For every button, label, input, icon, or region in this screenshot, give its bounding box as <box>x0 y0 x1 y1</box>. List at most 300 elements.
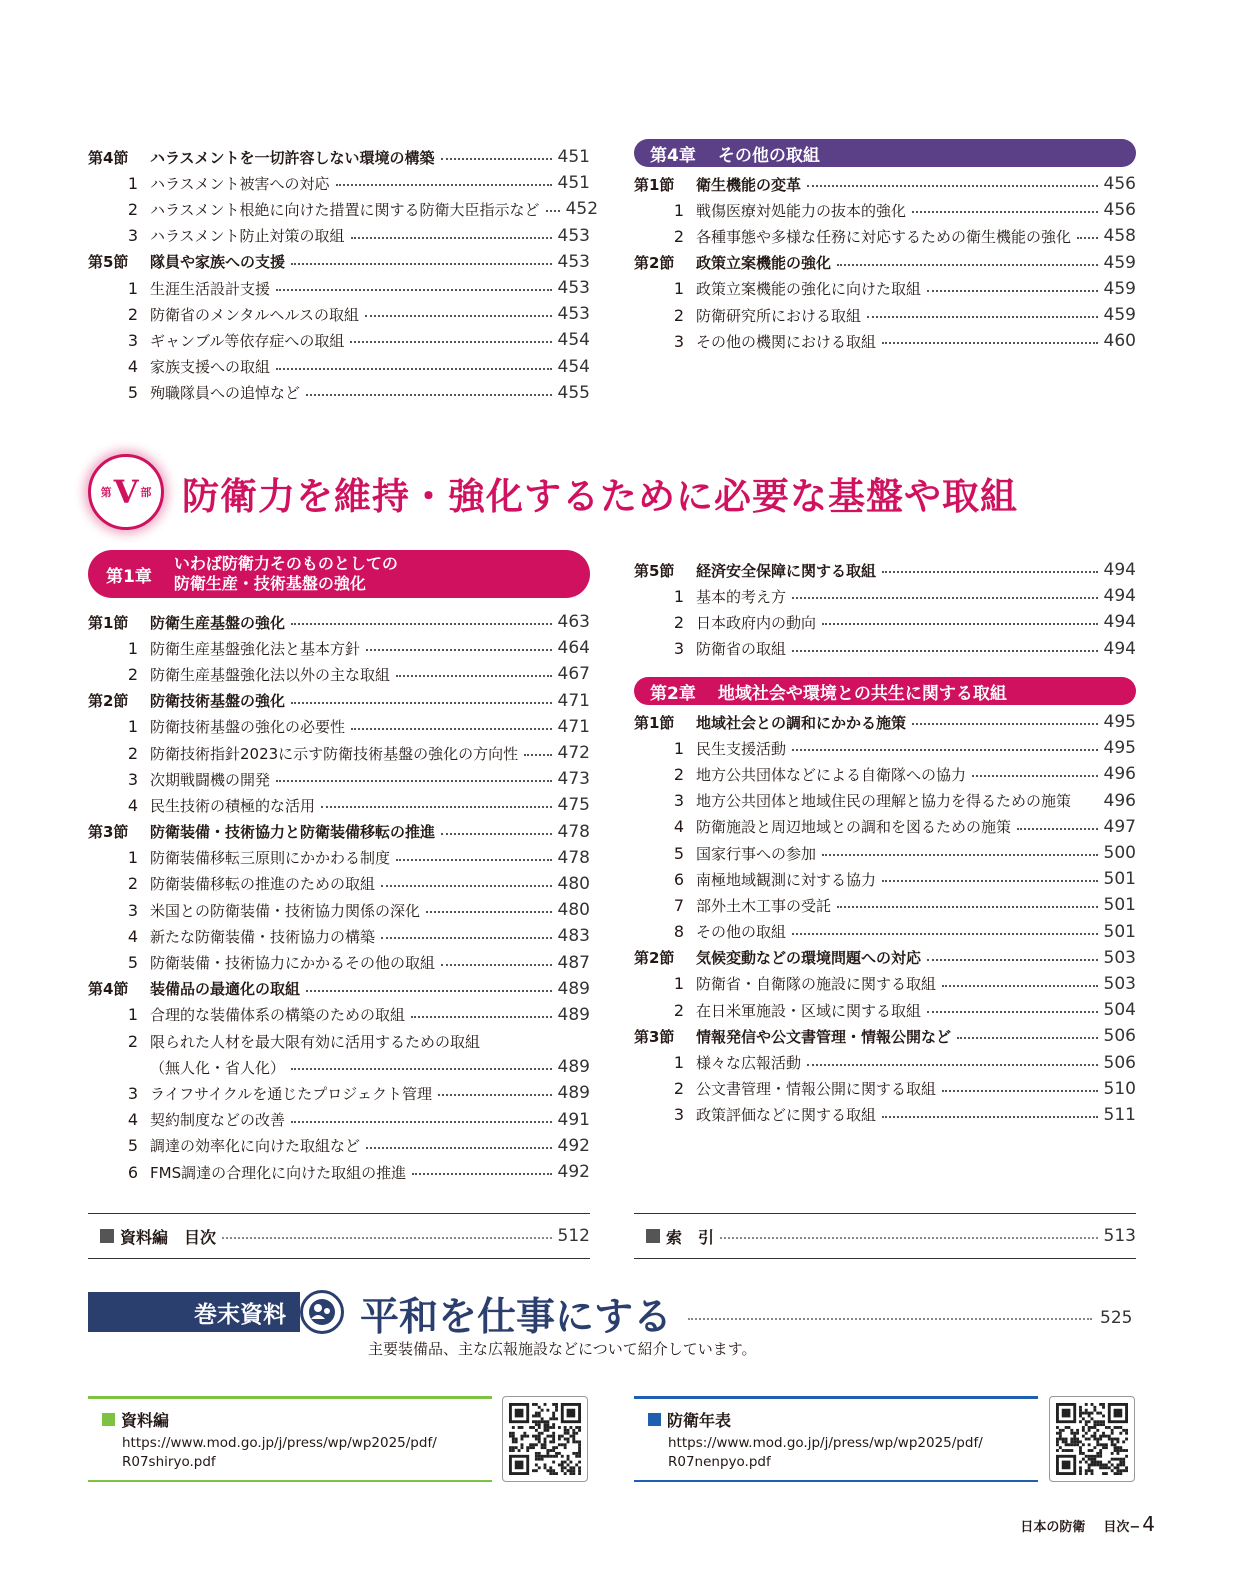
page-number: 451 <box>557 147 590 168</box>
leader-dots <box>927 290 1098 292</box>
toc-item-row[interactable] <box>634 814 1136 840</box>
page-number: 455 <box>557 382 590 403</box>
toc-title: 部外土木工事の受託 <box>696 896 832 915</box>
leader-dots <box>882 571 1098 573</box>
toc-number: 5 <box>127 1136 138 1156</box>
page-number: 513 <box>1103 1226 1136 1246</box>
toc-title: 家族支援への取組 <box>150 358 271 377</box>
leader-dots <box>411 1016 552 1018</box>
toc-number: 3 <box>127 769 138 789</box>
toc-title: 防衛装備移転の推進のための取組 <box>150 875 376 894</box>
toc-item-row[interactable] <box>88 380 590 406</box>
leader-dots <box>351 728 552 730</box>
toc-number: 3 <box>127 226 138 246</box>
toc-item-row[interactable] <box>88 740 590 766</box>
leader-dots <box>396 675 552 677</box>
toc-title: 米国との防衛装備・技術協力関係の深化 <box>150 901 421 920</box>
square-bullet-icon <box>646 1229 660 1243</box>
toc-item-row[interactable] <box>634 892 1136 918</box>
toc-title: 民生技術の積極的な活用 <box>150 796 316 815</box>
toc-number: 2 <box>673 305 684 325</box>
page-number: 480 <box>557 873 590 894</box>
page-number: 500 <box>1103 843 1136 864</box>
toc-number: 4 <box>127 1110 138 1130</box>
leader-dots <box>837 906 1098 908</box>
toc-number: 3 <box>127 900 138 920</box>
page-number: 463 <box>557 612 590 633</box>
toc-item-row[interactable] <box>634 276 1136 302</box>
toc-section-row[interactable] <box>88 249 590 275</box>
leader-dots <box>291 1121 552 1123</box>
toc-title: 情報発信や公文書管理・情報公開など <box>696 1027 952 1046</box>
leader-dots <box>867 316 1098 318</box>
divider <box>634 1258 1136 1259</box>
toc-item-row[interactable] <box>88 714 590 740</box>
toc-number: 2 <box>673 1079 684 1099</box>
toc-title: 政策評価などに関する取組 <box>696 1106 877 1125</box>
toc-number: 8 <box>673 922 684 942</box>
toc-number: 2 <box>127 664 138 684</box>
leader-dots <box>291 263 552 265</box>
leader-dots <box>807 185 1098 187</box>
toc-title: 民生支援活動 <box>696 739 787 758</box>
leader-dots <box>957 1037 1098 1039</box>
toc-item-row[interactable] <box>88 1080 590 1106</box>
toc-number: 2 <box>127 743 138 763</box>
toc-item-row[interactable] <box>88 223 590 249</box>
toc-item-row[interactable] <box>88 871 590 897</box>
toc-section-row[interactable] <box>634 1023 1136 1049</box>
toc-number: 4 <box>127 926 138 946</box>
footer-section: 目次− <box>1103 1520 1141 1535</box>
page-number: 451 <box>557 173 590 194</box>
box-top-border <box>634 1396 1038 1399</box>
page-number: 501 <box>1103 895 1136 916</box>
toc-title: ギャンブル等依存症への取組 <box>150 331 345 350</box>
toc-item-row[interactable] <box>634 761 1136 787</box>
toc-title: 防衛装備・技術協力と防衛装備移転の推進 <box>150 823 436 842</box>
toc-item-row[interactable] <box>88 1002 590 1028</box>
toc-item-row[interactable] <box>88 1133 590 1159</box>
leader-dots <box>822 623 1098 625</box>
toc-number: 1 <box>127 717 138 737</box>
toc-title: 防衛技術基盤の強化の必要性 <box>150 718 346 737</box>
page-number: 506 <box>1103 1052 1136 1073</box>
toc-title: 次期戦闘機の開発 <box>150 770 271 789</box>
box-label: 防衛年表 <box>667 1411 732 1430</box>
page-number: 459 <box>1103 278 1136 299</box>
toc-title: 限られた人材を最大限有効に活用するための取組 <box>150 1032 481 1051</box>
leader-dots <box>276 289 552 291</box>
toc-item-row[interactable] <box>634 788 1136 814</box>
toc-section-row[interactable] <box>88 688 590 714</box>
toc-number: 5 <box>673 843 684 863</box>
toc-item-row[interactable] <box>88 301 590 327</box>
leader-dots <box>912 723 1098 725</box>
toc-title: その他の機関における取組 <box>696 332 877 351</box>
toc-item-row[interactable] <box>634 223 1136 249</box>
toc-item-row[interactable] <box>88 196 599 222</box>
toc-section-row[interactable] <box>634 557 1136 583</box>
page-number: 494 <box>1103 638 1136 659</box>
toc-title: 戦傷医療対処能力の抜本的強化 <box>696 201 907 220</box>
toc-title: 気候変動などの環境問題への対応 <box>696 949 922 968</box>
page-number: 491 <box>557 1109 590 1130</box>
toc-item-row[interactable] <box>634 997 1136 1023</box>
page-number: 453 <box>557 304 590 325</box>
toc-title: 契約制度などの改善 <box>150 1111 286 1130</box>
leader-dots <box>438 1094 552 1096</box>
toc-section-row[interactable] <box>88 144 590 170</box>
leader-dots <box>276 780 552 782</box>
toc-number: 6 <box>127 1162 138 1182</box>
leader-dots <box>792 650 1098 652</box>
toc-number: 第1節 <box>88 613 129 632</box>
page-number: 501 <box>1103 869 1136 890</box>
toc-item-row[interactable] <box>634 328 1136 354</box>
toc-item-row[interactable] <box>634 735 1136 761</box>
page-number: 511 <box>1103 1104 1136 1125</box>
toc-title: FMS調達の合理化に向けた取組の推進 <box>150 1163 407 1182</box>
square-bullet-icon <box>100 1229 114 1243</box>
toc-column-top-left <box>88 144 599 406</box>
toc-item-row[interactable] <box>634 636 1136 662</box>
footer-page-number: 4 <box>1142 1512 1155 1536</box>
chapter-4-header <box>634 139 1136 167</box>
leader-dots <box>882 1116 1098 1118</box>
toc-item-row[interactable] <box>634 197 1136 223</box>
leader-dots <box>412 1173 551 1175</box>
leader-dots <box>306 990 552 992</box>
appendix-label: 巻末資料 <box>88 1292 300 1332</box>
leader-dots <box>222 1237 552 1239</box>
toc-item-row[interactable] <box>634 609 1136 635</box>
toc-section-row[interactable] <box>634 250 1136 276</box>
toc-item-row[interactable] <box>88 1107 590 1133</box>
page-number: 454 <box>557 356 590 377</box>
toc-item-row[interactable] <box>88 792 590 818</box>
page-number: 464 <box>557 638 590 659</box>
toc-item-row[interactable] <box>88 275 590 301</box>
page-number: 487 <box>557 952 590 973</box>
toc-title: 防衛技術指針2023に示す防衛技術基盤の強化の方向性 <box>150 744 519 763</box>
box-label: 資料編 <box>121 1411 170 1430</box>
toc-item-row[interactable] <box>634 971 1136 997</box>
page-number: 475 <box>557 795 590 816</box>
toc-title: 国家行事への参加 <box>696 844 817 863</box>
page-footer <box>1020 1512 1155 1536</box>
leader-dots <box>381 885 552 887</box>
box-heading <box>102 1408 169 1431</box>
toc-number: 2 <box>127 304 138 324</box>
toc-number: 5 <box>127 383 138 403</box>
box-bottom-border <box>88 1480 492 1482</box>
toc-item-row[interactable] <box>88 170 590 196</box>
toc-number: 3 <box>673 639 684 659</box>
toc-section-row[interactable] <box>88 819 590 845</box>
page-number: 495 <box>1103 712 1136 733</box>
leader-dots <box>807 1064 1098 1066</box>
toc-number: 3 <box>673 1105 684 1125</box>
appendix-subtitle: 主要装備品、主な広報施設などについて紹介しています。 <box>368 1340 757 1358</box>
toc-item-row[interactable] <box>634 919 1136 945</box>
toc-title: 新たな防衛装備・技術協力の構築 <box>150 927 376 946</box>
toc-number: 第5節 <box>634 561 675 580</box>
leader-dots <box>1077 237 1098 239</box>
url-link[interactable] <box>122 1434 437 1472</box>
leader-dots <box>882 342 1098 344</box>
toc-number: 第5節 <box>88 253 129 272</box>
toc-number: 2 <box>127 874 138 894</box>
toc-item-row[interactable] <box>88 661 590 687</box>
page-number: 458 <box>1103 226 1136 247</box>
page-number: 471 <box>557 716 590 737</box>
link-box-shiryo <box>88 1396 492 1482</box>
toc-title: 隊員や家族への支援 <box>150 253 286 272</box>
toc-number: 第2節 <box>88 692 129 711</box>
square-bullet-icon <box>648 1413 661 1426</box>
page-number: 467 <box>557 664 590 685</box>
toc-item-row[interactable] <box>634 583 1136 609</box>
toc-item-row[interactable] <box>88 897 590 923</box>
page-number: 453 <box>557 225 590 246</box>
toc-column-bottom-left <box>88 609 590 1185</box>
chapter-title-line2: 防衛生産・技術基盤の強化 <box>173 574 366 593</box>
toc-title: 政策立案機能の強化 <box>696 254 832 273</box>
toc-section-row[interactable] <box>88 609 590 635</box>
toc-number: 1 <box>673 974 684 994</box>
toc-title: 防衛装備移転三原則にかかわる制度 <box>150 849 391 868</box>
leader-dots <box>366 1147 552 1149</box>
page-number: 496 <box>1103 764 1136 785</box>
leader-dots <box>441 964 552 966</box>
leader-dots <box>912 211 1098 213</box>
toc-item-row-continuation[interactable] <box>88 1054 590 1080</box>
toc-number: 第1節 <box>634 713 675 732</box>
toc-title: 日本政府内の動向 <box>696 613 817 632</box>
index-link-sakuin[interactable] <box>646 1221 1136 1251</box>
toc-title: 防衛生産基盤強化法と基本方針 <box>150 639 361 658</box>
toc-item-row[interactable] <box>88 766 590 792</box>
page-number: 453 <box>557 278 590 299</box>
toc-number: 第3節 <box>88 823 129 842</box>
toc-item-row[interactable] <box>88 635 590 661</box>
toc-number: 1 <box>127 173 138 193</box>
toc-item-row[interactable] <box>88 1159 590 1185</box>
toc-title: 在日米軍施設・区域に関する取組 <box>696 1001 922 1020</box>
toc-title: 防衛省・自衛隊の施設に関する取組 <box>696 975 937 994</box>
toc-item-row[interactable] <box>634 1076 1136 1102</box>
toc-number: 4 <box>127 357 138 377</box>
leader-dots <box>942 985 1098 987</box>
page-number: 478 <box>557 847 590 868</box>
divider <box>634 1213 1136 1214</box>
page-number: 496 <box>1103 790 1136 811</box>
toc-item-row[interactable] <box>88 327 590 353</box>
leader-dots <box>291 623 552 625</box>
toc-title: 生涯生活設計支援 <box>150 279 271 298</box>
toc-title: 様々な広報活動 <box>696 1054 802 1073</box>
toc-number: 2 <box>673 1000 684 1020</box>
page-number: 501 <box>1103 921 1136 942</box>
page-number: 456 <box>1103 174 1136 195</box>
toc-title: 殉職隊員への追悼など <box>150 384 301 403</box>
toc-title: 地域社会との調和にかかる施策 <box>696 713 907 732</box>
toc-title: 防衛生産基盤の強化 <box>150 613 286 632</box>
page-number: 456 <box>1103 200 1136 221</box>
page-number: 471 <box>557 690 590 711</box>
toc-number: 1 <box>673 738 684 758</box>
chapter-title <box>174 554 398 594</box>
leader-dots <box>306 394 552 396</box>
toc-number: 1 <box>127 1005 138 1025</box>
part-badge-prefix: 第 <box>100 486 112 499</box>
toc-title: 政策立案機能の強化に向けた取組 <box>696 280 922 299</box>
leader-dots <box>927 959 1098 961</box>
toc-item-row[interactable] <box>634 866 1136 892</box>
leader-dots <box>792 933 1098 935</box>
page-number: 452 <box>565 199 599 220</box>
toc-number: 3 <box>127 1083 138 1103</box>
toc-item-row[interactable] <box>634 840 1136 866</box>
toc-number: 4 <box>127 795 138 815</box>
leader-dots <box>792 597 1098 599</box>
toc-number: 3 <box>127 330 138 350</box>
toc-title: ハラスメント被害への対応 <box>150 174 330 193</box>
leader-dots <box>524 754 551 756</box>
page-number: 512 <box>557 1226 590 1246</box>
toc-title: ハラスメント防止対策の取組 <box>150 227 345 246</box>
leader-dots <box>882 880 1098 882</box>
leader-dots <box>321 806 552 808</box>
leader-dots <box>396 859 552 861</box>
toc-title: 防衛装備・技術協力にかかるその他の取組 <box>150 954 436 973</box>
toc-item-row[interactable] <box>88 949 590 975</box>
page-number: 494 <box>1103 586 1136 607</box>
toc-number: 6 <box>673 869 684 889</box>
toc-number: 3 <box>673 791 684 811</box>
chapter-title: その他の取組 <box>717 145 820 166</box>
leader-dots <box>441 158 552 160</box>
toc-title: 南極地域観測に対する協力 <box>696 870 877 889</box>
page-number: 504 <box>1103 1000 1136 1021</box>
toc-number: 第4節 <box>88 980 129 999</box>
index-label: 資料編 目次 <box>120 1227 217 1247</box>
toc-title-line2: （無人化・省人化） <box>150 1058 286 1077</box>
leader-dots <box>972 775 1098 777</box>
chapter-title-line1: いわば防衛力そのものとしての <box>173 554 398 573</box>
page-number: 489 <box>557 1004 590 1025</box>
box-bottom-border <box>634 1480 1038 1482</box>
page-number: 510 <box>1103 1078 1136 1099</box>
globe-person-icon <box>300 1290 344 1334</box>
page-number: 478 <box>557 821 590 842</box>
link-box-nenpyo <box>634 1396 1038 1482</box>
chapter-2-header <box>634 677 1136 705</box>
square-bullet-icon <box>102 1413 115 1426</box>
index-label: 索 引 <box>666 1227 715 1247</box>
toc-number: 1 <box>673 586 684 606</box>
part-header <box>88 452 1148 532</box>
toc-title: 防衛生産基盤強化法以外の主な取組 <box>150 665 391 684</box>
leader-dots <box>720 1237 1098 1239</box>
url-line2: R07nenpyo.pdf <box>668 1454 771 1470</box>
toc-title: 各種事態や多様な任務に対応するための衛生機能の強化 <box>696 227 1072 246</box>
footer-book-title: 日本の防衛 <box>1020 1520 1086 1535</box>
toc-section-row[interactable] <box>88 976 590 1002</box>
toc-item-row[interactable] <box>634 1102 1136 1128</box>
toc-title: 経済安全保障に関する取組 <box>696 561 877 580</box>
toc-item-row[interactable] <box>88 354 590 380</box>
divider <box>88 1258 590 1259</box>
toc-title: 防衛施設と周辺地域との調和を図るための施策 <box>696 818 1012 837</box>
toc-item-row[interactable] <box>634 302 1136 328</box>
page-number: 473 <box>557 769 590 790</box>
url-line1: https://www.mod.go.jp/j/press/wp/wp2025/pdf/ <box>668 1435 983 1451</box>
page-number: 453 <box>557 251 590 272</box>
url-link[interactable] <box>668 1434 983 1472</box>
chapter-title: 地域社会や環境との共生に関する取組 <box>717 683 1007 704</box>
leader-dots <box>381 937 552 939</box>
toc-item-row[interactable] <box>88 923 590 949</box>
toc-number: 5 <box>127 953 138 973</box>
leader-dots <box>365 315 552 317</box>
toc-number: 2 <box>673 226 684 246</box>
toc-number: 第1節 <box>634 175 675 194</box>
leader-dots <box>546 210 560 212</box>
toc-item-row[interactable] <box>88 1028 590 1054</box>
toc-title: ハラスメントを一切許容しない環境の構築 <box>150 148 435 167</box>
page-number: 494 <box>1103 560 1136 581</box>
page-number: 503 <box>1103 947 1136 968</box>
qr-code-icon[interactable] <box>502 1396 588 1482</box>
toc-title: 地方公共団体と地域住民の理解と協力を得るための施策 <box>696 792 1072 811</box>
box-heading <box>648 1408 731 1431</box>
page-number: 494 <box>1103 612 1136 633</box>
leader-dots <box>688 1318 1092 1320</box>
page-number: 497 <box>1103 816 1136 837</box>
page-number: 483 <box>557 926 590 947</box>
chapter-number: 第2章 <box>650 683 696 704</box>
toc-item-row[interactable] <box>634 1049 1136 1075</box>
leader-dots <box>441 833 552 835</box>
box-top-border <box>88 1396 492 1399</box>
toc-section-row[interactable] <box>634 171 1136 197</box>
toc-title: 調達の効率化に向けた取組など <box>150 1137 361 1156</box>
page-number: 480 <box>557 900 590 921</box>
qr-code-icon[interactable] <box>1049 1396 1135 1482</box>
leader-dots <box>837 264 1098 266</box>
toc-title: 装備品の最適化の取組 <box>150 980 301 999</box>
page-number: 506 <box>1103 1026 1136 1047</box>
toc-item-row[interactable] <box>88 845 590 871</box>
url-line1: https://www.mod.go.jp/j/press/wp/wp2025/pdf/ <box>122 1435 437 1451</box>
page-number: 525 <box>1100 1308 1133 1328</box>
toc-number: 1 <box>673 1053 684 1073</box>
toc-number: 1 <box>673 200 684 220</box>
page-number: 492 <box>557 1135 590 1156</box>
index-link-shiryo[interactable] <box>100 1221 590 1251</box>
page-number: 489 <box>557 978 590 999</box>
page-number: 492 <box>557 1162 590 1183</box>
part-title: 防衛力を維持・強化するために必要な基盤や取組 <box>182 475 1018 518</box>
toc-title: 防衛省のメンタルヘルスの取組 <box>150 305 359 324</box>
toc-title: 基本的考え方 <box>696 587 787 606</box>
toc-section-row[interactable] <box>634 945 1136 971</box>
toc-number: 2 <box>673 764 684 784</box>
page-number: 489 <box>557 1057 590 1078</box>
toc-section-row[interactable] <box>634 709 1136 735</box>
